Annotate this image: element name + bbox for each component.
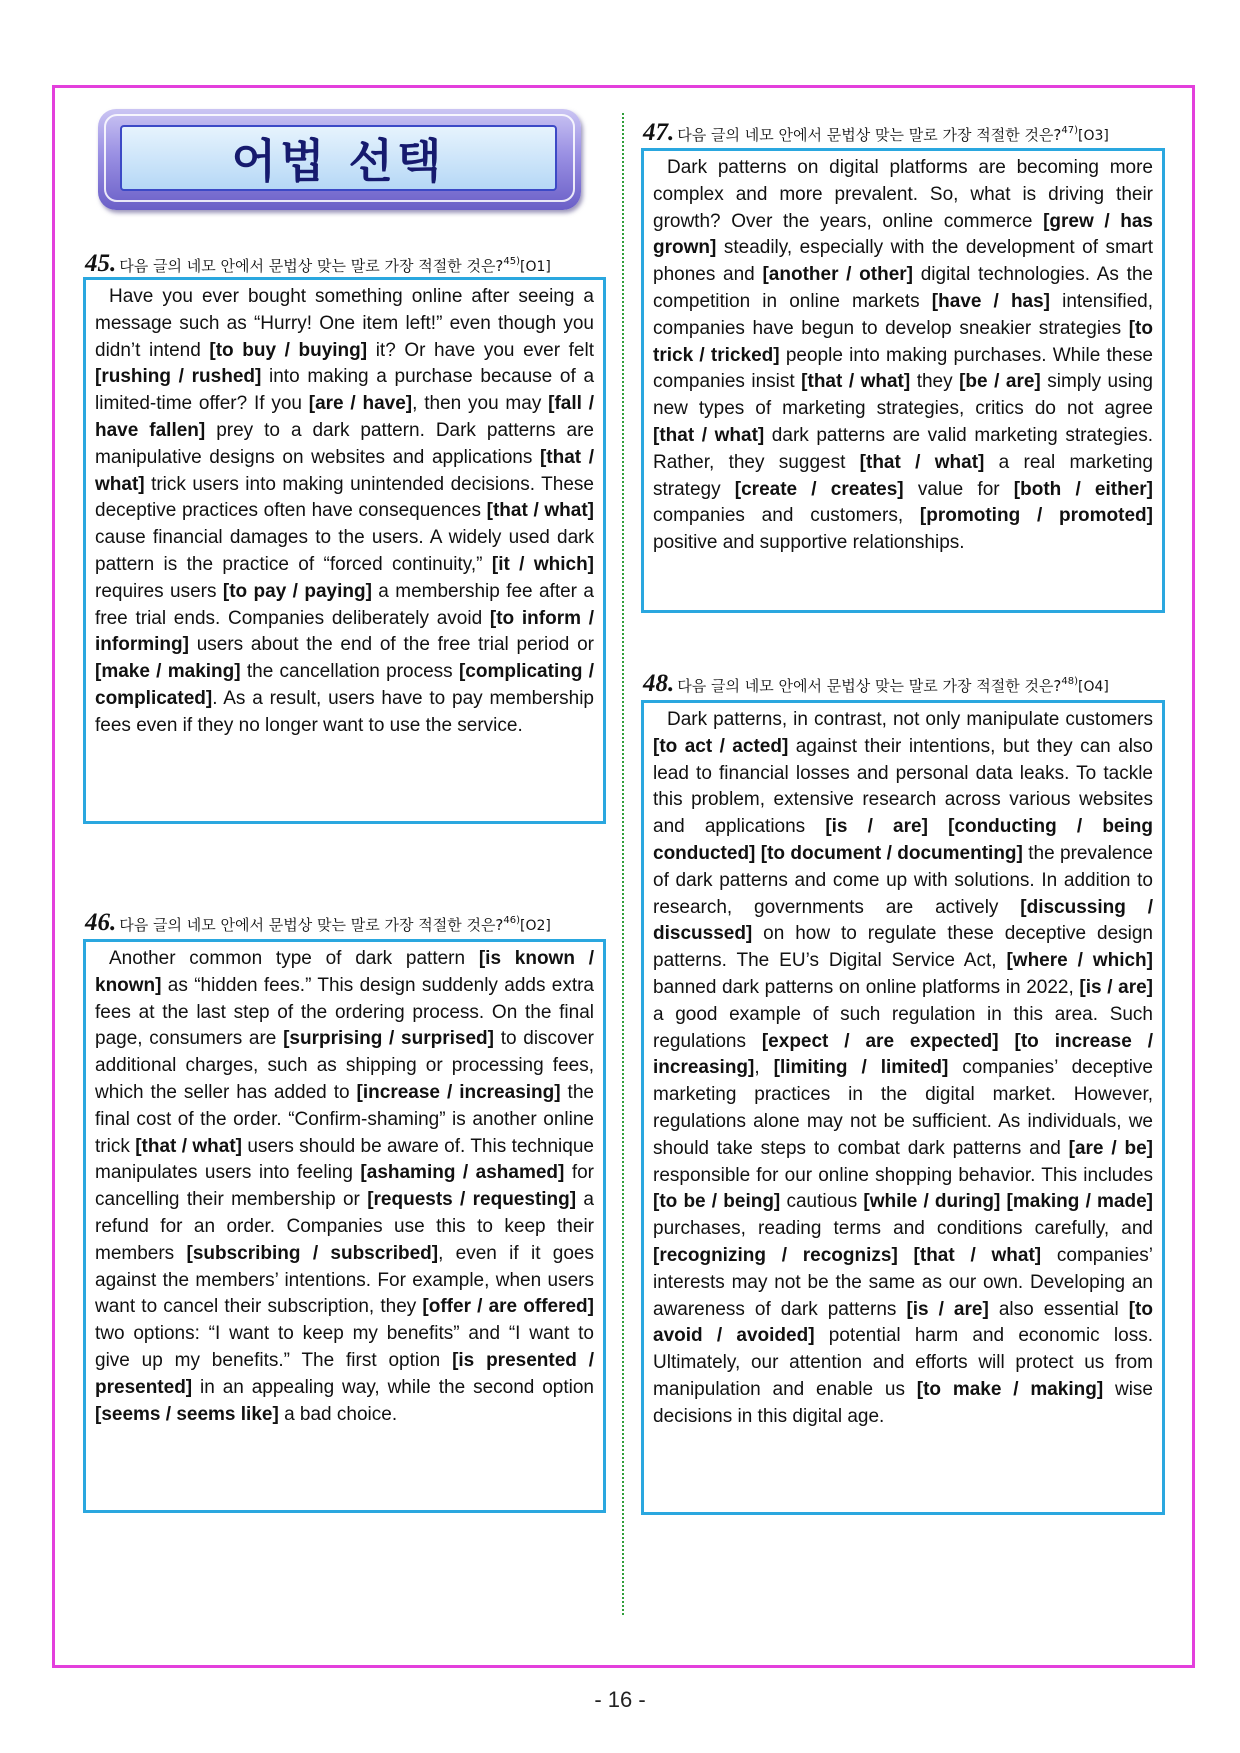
passage-segment: , even if it goes against the members’ intentions. For example, when users want to cancel their subscription, they [95, 1242, 594, 1318]
passage-segment: against their intentions, but they can also lead to financial losses and personal data leaks. To tackle this problem, extensive research across various websites and applications [653, 735, 1153, 838]
passage-segment [999, 1031, 1015, 1052]
question-header-46 [85, 906, 551, 936]
answer-choice: [offer / are offered] [422, 1296, 594, 1318]
answer-choice: [increase / increasing] [356, 1081, 561, 1103]
passage-segment: trick users into making unintended decisions. These deceptive practices often have consequences [95, 473, 594, 522]
passage-segment: Dark patterns on digital platforms are becoming more complex and more prevalent. So, what is driving their growth? Over the years, online commerce [653, 157, 1153, 232]
answer-choice: [to increase / increasing] [653, 1030, 1153, 1079]
question-code: [O3] [1078, 128, 1109, 144]
passage-segment: a good example of such regulation in this area. Such regulations [653, 1003, 1153, 1052]
passage-segment: the prevalence of dark patterns and come up with solutions. In addition to research, governments are actively [653, 842, 1153, 918]
answer-choice: [that / what] [653, 424, 765, 446]
passage-segment: Have you ever bought something online after seeing a message such as “Hurry! One item left!” even though you didn’t intend [95, 286, 594, 361]
passage-segment: purchases, reading terms and conditions carefully, and [653, 1218, 1153, 1240]
passage-segment: users about the end of the free trial period or [188, 634, 594, 656]
question-code: [O2] [520, 918, 551, 934]
question-header-47 [643, 116, 1109, 146]
answer-choice: [is presented / presented] [95, 1349, 594, 1398]
answer-choice: [that / what] [486, 500, 594, 522]
answer-choice: [have / has] [931, 290, 1051, 312]
passage-segment [928, 816, 948, 837]
passage-segment: the cancellation process [240, 661, 459, 683]
answer-choice: [complicating / complicated] [95, 661, 594, 709]
passage-text [95, 946, 594, 1428]
passage-box-48 [641, 700, 1165, 1515]
passage-segment: intensified, companies have begun to develop sneakier strategies [653, 290, 1153, 339]
answer-choice: [making / made] [1006, 1191, 1153, 1213]
question-code: [O4] [1078, 679, 1109, 695]
passage-segment: Dark patterns, in contrast, not only manipulate customers [667, 709, 1153, 730]
answer-choice: [where / which] [1006, 950, 1153, 972]
answer-choice: [to document / documenting] [760, 842, 1023, 864]
answer-choice: [are / have] [308, 393, 413, 415]
answer-choice: [to avoid / avoided] [653, 1298, 1153, 1347]
answer-choice: [another / other] [762, 264, 913, 286]
passage-segment: the final cost of the order. “Confirm-shaming” is another online trick [95, 1081, 594, 1157]
passage-segment: it? Or have you ever felt [367, 339, 594, 361]
answer-choice: [limiting / limited] [773, 1057, 949, 1079]
answer-choice: [to be / being] [653, 1191, 781, 1213]
question-footnote: 46) [503, 915, 521, 926]
passage-segment: a refund for an order. Companies use this to keep their members [95, 1189, 594, 1264]
answer-choice: [to inform / informing] [95, 607, 594, 656]
passage-segment: to discover additional charges, such as shipping or processing fees, which the seller has added to [95, 1028, 595, 1103]
passage-segment: they [910, 371, 960, 393]
passage-segment: for cancelling their membership or [95, 1162, 595, 1211]
question-number: 45. [85, 250, 117, 277]
passage-segment: Another common type of dark pattern [109, 948, 479, 969]
passage-box-47 [641, 148, 1165, 613]
answer-choice: [promoting / promoted] [919, 505, 1153, 527]
passage-segment [898, 1245, 914, 1266]
answer-choice: [is / are] [1079, 976, 1153, 998]
answer-choice: [is / are] [825, 816, 928, 838]
passage-segment: into making a purchase because of a limited-time offer? If you [95, 366, 595, 415]
answer-choice: [surprising / surprised] [283, 1028, 494, 1050]
question-footnote: 47) [1061, 125, 1079, 136]
answer-choice: [that / what] [135, 1135, 242, 1157]
answer-choice: [recognizing / recognizs] [653, 1244, 898, 1266]
passage-segment: , [754, 1057, 774, 1079]
passage-segment: , then you may [412, 393, 549, 415]
section-title: 어법 선택 [231, 134, 446, 188]
answer-choice: [that / what] [859, 451, 985, 473]
question-header-45 [85, 247, 551, 277]
passage-segment: value for [903, 478, 1014, 500]
passage-box-45 [83, 277, 606, 824]
answer-choice: [it / which] [491, 553, 594, 575]
section-title-banner [98, 109, 581, 210]
passage-segment: potential harm and economic loss. Ultimately, our attention and efforts will protect us from manipulation and enable us [653, 1325, 1153, 1400]
question-prompt: 다음 글의 네모 안에서 문법상 맞는 말로 가장 적절한 것은? [677, 126, 1062, 144]
passage-text [95, 284, 594, 740]
answer-choice: [conducting / being conducted] [653, 816, 1153, 864]
answer-choice: [to make / making] [916, 1378, 1104, 1400]
question-code: [O1] [520, 259, 551, 275]
passage-segment: companies’ interests may not be the same as our own. Developing an awareness of dark patterns [653, 1244, 1153, 1320]
answer-choice: [seems / seems like] [95, 1403, 279, 1425]
passage-segment: two options: “I want to keep my benefits” and “I want to give up my benefits.” The first option [95, 1323, 594, 1371]
passage-segment: banned dark patterns on online platforms in 2022, [653, 976, 1080, 998]
passage-segment: prey to a dark pattern. Dark patterns are manipulative designs on websites and applications [95, 419, 594, 468]
question-prompt: 다음 글의 네모 안에서 문법상 맞는 말로 가장 적절한 것은? [119, 257, 504, 275]
passage-segment: digital technologies. As the competition in online markets [653, 264, 1153, 312]
passage-segment: responsible for our online shopping behavior. This includes [653, 1164, 1153, 1186]
passage-segment: companies and customers, [653, 505, 920, 527]
answer-choice: [fall / have fallen] [95, 393, 594, 441]
passage-segment: requires users [95, 580, 223, 602]
passage-segment: dark patterns are valid marketing strategies. Rather, they suggest [653, 424, 1153, 473]
passage-text [653, 707, 1153, 1431]
answer-choice: [both / either] [1013, 478, 1153, 500]
passage-segment: people into making purchases. While these companies insist [653, 344, 1154, 393]
passage-segment: steadily, especially with the development of smart phones and [653, 237, 1153, 286]
passage-segment: wise decisions in this digital age. [653, 1378, 1153, 1427]
passage-segment: as “hidden fees.” This design suddenly adds extra fees at the last step of the ordering process. On the final page, consumers are [95, 974, 594, 1050]
question-number: 48. [643, 670, 675, 697]
answer-choice: [to trick / tricked] [653, 317, 1153, 366]
question-number: 46. [85, 909, 117, 936]
answer-choice: [ashaming / ashamed] [360, 1162, 565, 1184]
answer-choice: [discussing / discussed] [653, 896, 1153, 945]
answer-choice: [to act / acted] [653, 735, 789, 757]
question-footnote: 45) [503, 256, 521, 267]
answer-choice: [requests / requesting] [367, 1189, 577, 1211]
passage-segment: simply using new types of marketing strategies, critics do not agree [653, 371, 1153, 420]
passage-segment: . As a result, users have to pay membership fees even if they no longer want to use the service. [95, 687, 594, 736]
question-footnote: 48) [1061, 676, 1079, 687]
question-number: 47. [643, 119, 675, 146]
answer-choice: [that / what] [913, 1244, 1042, 1266]
passage-segment: users should be aware of. This technique manipulates users into feeling [95, 1135, 594, 1184]
answer-choice: [rushing / rushed] [95, 366, 262, 388]
answer-choice: [expect / are expected] [761, 1030, 999, 1052]
answer-choice: [is / are] [906, 1298, 989, 1320]
answer-choice: [to pay / paying] [222, 580, 372, 602]
answer-choice: [that / what] [95, 446, 594, 495]
page-number: - 16 - [594, 1687, 646, 1712]
passage-text [653, 155, 1153, 557]
question-header-48 [643, 667, 1109, 697]
answer-choice: [is known / known] [95, 948, 594, 996]
passage-segment: cautious [780, 1191, 864, 1213]
passage-segment: in an appealing way, while the second option [192, 1376, 594, 1398]
section-title-plate [120, 125, 557, 191]
passage-segment: companies’ deceptive marketing practices in the digital market. However, regulations alone may not be sufficient. As individuals, we should take steps to combat dark patterns and [653, 1057, 1153, 1159]
answer-choice: [subscribing / subscribed] [186, 1242, 439, 1264]
passage-box-46 [83, 939, 606, 1513]
answer-choice: [while / during] [863, 1191, 1001, 1213]
passage-segment: a real marketing strategy [653, 451, 1153, 500]
passage-segment: cause financial damages to the users. A widely used dark pattern is the practice of “forced continuity,” [95, 527, 594, 575]
question-prompt: 다음 글의 네모 안에서 문법상 맞는 말로 가장 적절한 것은? [677, 677, 1062, 695]
answer-choice: [make / making] [95, 661, 241, 683]
passage-segment: a bad choice. [278, 1403, 398, 1425]
answer-choice: [create / creates] [734, 478, 904, 500]
question-prompt: 다음 글의 네모 안에서 문법상 맞는 말로 가장 적절한 것은? [119, 916, 504, 934]
answer-choice: [are / be] [1068, 1137, 1153, 1159]
passage-segment: also essential [988, 1298, 1129, 1320]
answer-choice: [grew / has grown] [653, 210, 1153, 259]
passage-segment: a membership fee after a free trial ends. Companies deliberately avoid [95, 580, 594, 629]
passage-segment: positive and supportive relationships. [653, 532, 965, 554]
answer-choice: [that / what] [801, 371, 911, 393]
passage-segment: on how to regulate these deceptive design patterns. The EU’s Digital Service Act, [653, 923, 1153, 972]
answer-choice: [to buy / buying] [209, 339, 368, 361]
column-divider [622, 113, 624, 1615]
answer-choice: [be / are] [959, 371, 1041, 393]
